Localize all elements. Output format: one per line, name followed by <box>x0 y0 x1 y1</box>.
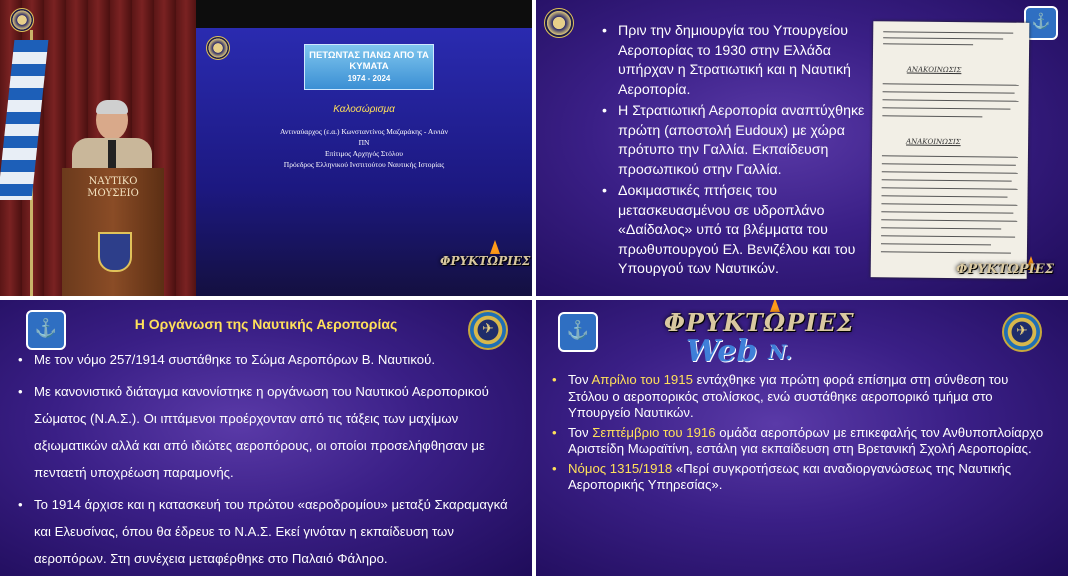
list-item: • Το 1914 άρχισε και η κατασκευή του πρώτου «αεροδρομίου» μεταξύ Σκαραμαγκά και Ελευσίνας, όπου θα έδρευε το Ν.Α.Σ. Εκεί γινόταν η εκπαίδευση των αεροπόρων. Στη συνέχεια μεταφέρθηκε στο Παλαιό Φάληρο. <box>16 491 524 572</box>
history-bullet-list <box>600 22 870 282</box>
podium <box>62 168 164 296</box>
list-item: • Με κανονιστικό διάταγμα κανονίστηκε η οργάνωση του Ναυτικού Αεροπορικού Σώματος (Ν.Α.Σ.). Οι ιπτάμενοι προέρχονταν από τις τάξεις των μαχίμων αξιωματικών αλλά και από ιδιώτες αεροπόρους, οι οποίοι προσελήφθησαν με πενταετή υποχρέωση παραμονής. <box>16 378 524 486</box>
slide-history <box>536 0 1068 296</box>
podium-label: ΝΑΥΤΙΚΟ ΜΟΥΣΕΙΟ <box>87 176 139 199</box>
list-item: • Νόμος 1315/1918 «Περί συγκροτήσεως και αναδιοργανώσεως της Ναυτικής Αεροπορικής Υπηρεσίας». <box>550 461 1050 494</box>
list-item: • Τον Σεπτέμβριο του 1916 ομάδα αεροπόρων με επικεφαλής τον Ανθυποπλοίαρχο Αριστείδη Μωραϊτίνη, εστάλη για εκπαίδευση στη Βρετανική Σχολή Αεροπορίας. <box>550 425 1050 458</box>
anchor-icon: ⚓ <box>1024 6 1058 40</box>
banner-title: ΠΕΤΩΝΤΑΣ ΠΑΝΩ ΑΠΟ ΤΑ ΚΥΜΑΤΑ <box>309 50 429 72</box>
speaker-line: Πρόεδρος Ελληνικού Ινστιτούτου Ναυτικής Ιστορίας <box>283 160 445 169</box>
banner-years: 1974 - 2024 <box>347 74 391 83</box>
speaker-line: Αντιναύαρχος (ε.α.) Κωνσταντίνος Μαζαράκης - Αινιάν <box>279 127 448 136</box>
museum-emblem-icon <box>544 8 574 38</box>
slide-title: Η Οργάνωση της Ναυτικής Αεροπορίας <box>134 316 398 332</box>
anchor-icon: ⚓ <box>558 312 598 352</box>
highlight-law: Νόμος 1315/1918 <box>568 460 673 476</box>
list-item: • Πριν την δημιουργία του Υπουργείου Αεροπορίας το 1930 στην Ελλάδα υπήρχαν η Στρατιωτική και η Ναυτική Αεροπορία. <box>600 22 870 100</box>
site-logo-top: ΦΡΥΚΤΩΡΙΕΣ <box>664 308 855 337</box>
site-logo-suffix: N. <box>768 340 792 364</box>
naval-aviation-badge-icon: ✈ <box>468 310 508 350</box>
slide-organization <box>0 300 532 576</box>
list-item: • Δοκιμαστικές πτήσεις του μετασκευασμένου σε υδροπλάνο «Δαίδαλος» υπό τα βλέμματα του πρωθυπουργού Ελ. Βενιζέλου και του Υπουργού των Ναυτικών. <box>600 182 870 280</box>
speaker-credentials <box>196 126 532 170</box>
podium-crest-icon <box>98 232 132 272</box>
timeline-bullet-list <box>550 372 1050 497</box>
torch-flame-icon <box>490 240 500 254</box>
speaker-line: ΠΝ <box>358 138 370 147</box>
speaker-line: Επίτιμος Αρχηγός Στόλου <box>324 149 404 158</box>
museum-emblem-icon <box>10 8 34 32</box>
welcome-heading: Καλοσώρισμα <box>333 104 395 115</box>
slide-timeline <box>536 300 1068 576</box>
event-banner <box>304 44 434 90</box>
watermark-logo: ΦΡΥΚΤΩΡΙΕΣ <box>956 262 1054 277</box>
document-heading: ΑΝΑΚΟΙΝΩΣΙΣ <box>906 137 961 147</box>
naval-aviation-badge-icon: ✈ <box>1002 312 1042 352</box>
organization-bullet-list <box>16 346 524 576</box>
watermark-logo: ΦΡΥΚΤΩΡΙΕΣ <box>440 254 531 268</box>
highlight-date: Σεπτέμβριο του 1916 <box>592 424 716 440</box>
highlight-date: Απρίλιο του 1915 <box>591 372 693 387</box>
photo-speaker-panel <box>0 0 532 296</box>
list-item: • Η Στρατιωτική Αεροπορία αναπτύχθηκε πρώτη (αποστολή Eudoux) με χώρα πρότυπο την Γαλλία. Εκπαίδευση προσωπικού στην Γαλλία. <box>600 102 870 180</box>
screen-emblem-icon <box>206 36 230 60</box>
screen-top-strip <box>196 0 532 28</box>
anchor-icon: ⚓ <box>26 310 66 350</box>
site-logo-web: Web <box>686 334 758 369</box>
list-item: • Με τον νόμο 257/1914 συστάθηκε το Σώμα Αεροπόρων Β. Ναυτικού. <box>16 346 524 373</box>
document-heading: ΑΝΑΚΟΙΝΩΣΙΣ <box>906 65 962 75</box>
list-item: • Τον Απρίλιο του 1915 εντάχθηκε για πρώτη φορά επίσημα στη σύνθεση του Στόλου ο αεροπορικός στολίσκος, ενώ συστάθηκε αεροπορικό τμήμα στο Υπουργείο Ναυτικών. <box>550 372 1050 422</box>
historic-document-image <box>871 21 1030 279</box>
